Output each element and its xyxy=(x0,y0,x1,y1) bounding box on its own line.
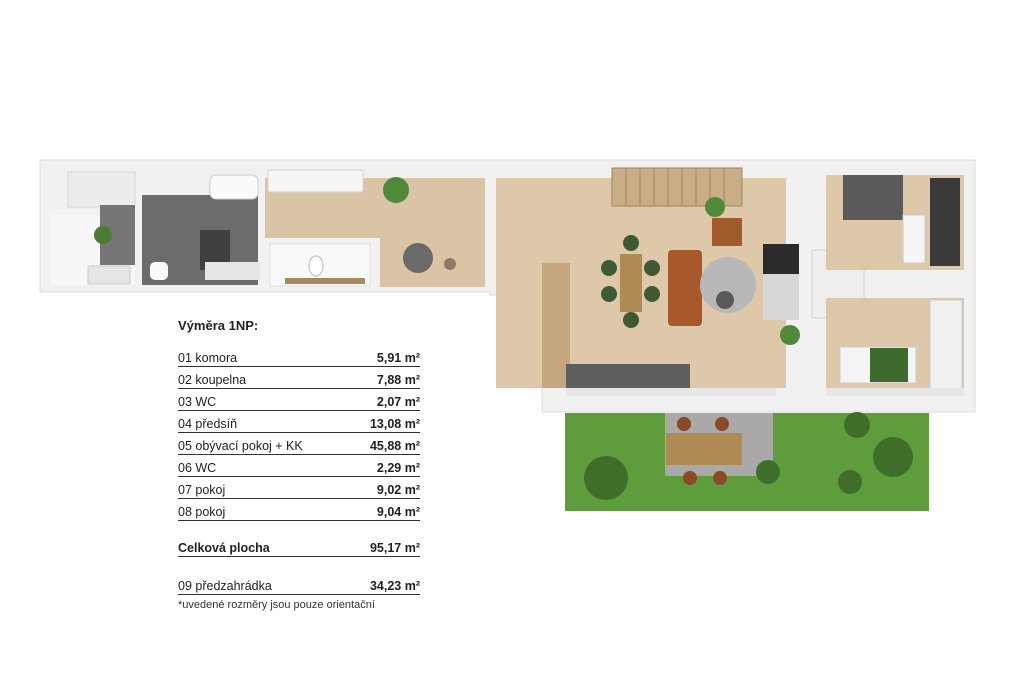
coffee-table-icon xyxy=(716,291,734,309)
room-name: 03 WC xyxy=(178,395,217,409)
total-label: Celková plocha xyxy=(178,541,270,555)
kitchen-unit-icon xyxy=(566,364,690,388)
side-table-icon xyxy=(444,258,456,270)
lounge-chair-icon xyxy=(712,218,742,246)
legend-row xyxy=(178,389,420,411)
room-area: 2,07 m² xyxy=(376,395,420,409)
room-name: 07 pokoj xyxy=(178,483,226,497)
fridge-icon xyxy=(763,244,799,274)
kitchen-counter-icon xyxy=(542,263,570,388)
room-name: 08 pokoj xyxy=(178,505,226,519)
legend-row xyxy=(178,433,420,455)
plant-icon xyxy=(94,226,112,244)
legend-garden-row xyxy=(178,573,420,595)
kitchen-tall-unit xyxy=(763,274,799,320)
legend-row xyxy=(178,455,420,477)
legend-row xyxy=(178,411,420,433)
legend-row xyxy=(178,499,420,521)
bathtub-icon xyxy=(210,175,258,199)
garden-name: 09 předzahrádka xyxy=(178,579,272,593)
area-legend xyxy=(178,318,420,611)
room-area: 5,91 m² xyxy=(376,351,420,365)
window-sill xyxy=(826,388,964,396)
total-area: 95,17 m² xyxy=(369,541,420,555)
legend-row xyxy=(178,345,420,367)
washbasin-counter-icon xyxy=(205,262,260,280)
legend-total-row xyxy=(178,535,420,557)
room-name: 05 obývací pokoj + KK xyxy=(178,439,303,453)
garden-table-icon xyxy=(666,433,742,465)
plant-icon xyxy=(780,325,800,345)
wc-floor-strip xyxy=(285,278,365,284)
plant-icon xyxy=(705,197,725,217)
toilet-icon xyxy=(150,262,168,280)
legend-row xyxy=(178,367,420,389)
wardrobe-icon xyxy=(930,300,962,390)
toilet-icon xyxy=(309,256,323,276)
room-area: 13,08 m² xyxy=(369,417,420,431)
legend-title: Výměra 1NP: xyxy=(178,318,259,333)
basket-icon xyxy=(88,266,130,284)
legend-row xyxy=(178,477,420,499)
room-area: 7,88 m² xyxy=(376,373,420,387)
window-sill xyxy=(566,388,776,396)
komora-shelf xyxy=(68,172,135,207)
room-area: 45,88 m² xyxy=(369,439,420,453)
sofa-icon xyxy=(668,250,702,326)
room-name: 01 komora xyxy=(178,351,238,365)
room-name: 06 WC xyxy=(178,461,217,475)
bed-blanket xyxy=(870,348,908,382)
room-area: 9,02 m² xyxy=(376,483,420,497)
room-area: 2,29 m² xyxy=(376,461,420,475)
legend-note: *uvedené rozměry jsou pouze orientační xyxy=(178,599,375,611)
room-area: 9,04 m² xyxy=(376,505,420,519)
desk-icon xyxy=(903,215,925,263)
plant-icon xyxy=(383,177,409,203)
bed-icon xyxy=(843,175,903,220)
room-name: 02 koupelna xyxy=(178,373,247,387)
wardrobe-icon xyxy=(268,170,363,192)
dining-table-icon xyxy=(620,254,642,312)
staircase-icon xyxy=(612,168,742,206)
room-name: 04 předsíň xyxy=(178,417,238,431)
garden-area: 34,23 m² xyxy=(369,579,420,593)
armchair-icon xyxy=(403,243,433,273)
window-icon xyxy=(930,178,960,266)
